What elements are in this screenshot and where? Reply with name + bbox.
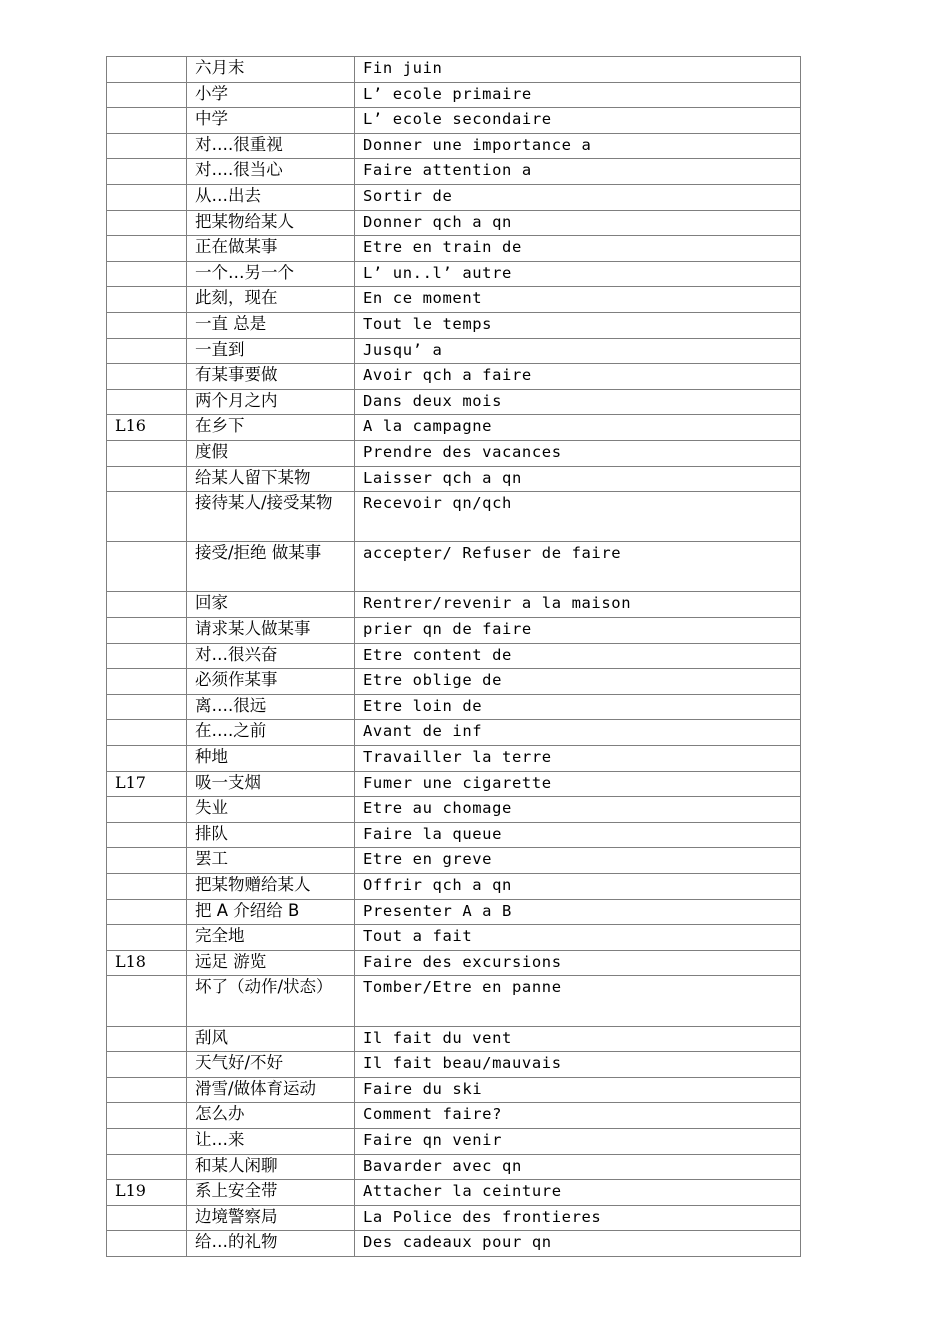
lesson-cell [107, 108, 187, 134]
french-term-cell: Fin juin [355, 57, 801, 83]
chinese-term-cell: 六月末 [187, 57, 355, 83]
table-row [107, 1103, 801, 1129]
french-term-cell: Donner qch a qn [355, 210, 801, 236]
lesson-cell [107, 159, 187, 185]
chinese-term-cell: 小学 [187, 82, 355, 108]
table-row [107, 746, 801, 772]
lesson-cell [107, 720, 187, 746]
lesson-cell [107, 184, 187, 210]
french-term-cell: Il fait du vent [355, 1026, 801, 1052]
lesson-cell [107, 133, 187, 159]
table-row [107, 415, 801, 441]
lesson-cell [107, 1052, 187, 1078]
table-row [107, 82, 801, 108]
chinese-term-cell: 远足 游览 [187, 950, 355, 976]
chinese-term-cell: 系上安全带 [187, 1180, 355, 1206]
lesson-cell [107, 542, 187, 592]
chinese-term-cell: 对…很兴奋 [187, 643, 355, 669]
chinese-term-cell: 怎么办 [187, 1103, 355, 1129]
lesson-cell [107, 261, 187, 287]
table-row [107, 312, 801, 338]
french-term-cell: Etre en greve [355, 848, 801, 874]
table-row [107, 874, 801, 900]
french-term-cell: Tout a fait [355, 925, 801, 951]
table-row [107, 1077, 801, 1103]
lesson-cell [107, 1103, 187, 1129]
lesson-cell [107, 1231, 187, 1257]
chinese-term-cell: 请求某人做某事 [187, 618, 355, 644]
lesson-cell [107, 694, 187, 720]
french-term-cell: L’ un..l’ autre [355, 261, 801, 287]
chinese-term-cell: 接待某人/接受某物 [187, 492, 355, 542]
lesson-cell [107, 389, 187, 415]
french-term-cell: A la campagne [355, 415, 801, 441]
table-row [107, 338, 801, 364]
lesson-cell [107, 1128, 187, 1154]
chinese-term-cell: 失业 [187, 797, 355, 823]
lesson-cell [107, 1205, 187, 1231]
french-term-cell: Fumer une cigarette [355, 771, 801, 797]
lesson-cell [107, 466, 187, 492]
table-row [107, 364, 801, 390]
chinese-term-cell: 度假 [187, 440, 355, 466]
vocabulary-table [106, 56, 801, 1257]
french-term-cell: L’ ecole secondaire [355, 108, 801, 134]
table-row [107, 592, 801, 618]
lesson-cell [107, 338, 187, 364]
table-row [107, 976, 801, 1026]
chinese-term-cell: 给某人留下某物 [187, 466, 355, 492]
table-row [107, 1026, 801, 1052]
table-row [107, 720, 801, 746]
table-row [107, 492, 801, 542]
lesson-cell [107, 669, 187, 695]
french-term-cell: Donner une importance a [355, 133, 801, 159]
chinese-term-cell: 给…的礼物 [187, 1231, 355, 1257]
table-row [107, 389, 801, 415]
table-row [107, 440, 801, 466]
lesson-cell [107, 236, 187, 262]
table-row [107, 848, 801, 874]
french-term-cell: Prendre des vacances [355, 440, 801, 466]
table-row [107, 1052, 801, 1078]
french-term-cell: Il fait beau/mauvais [355, 1052, 801, 1078]
table-row [107, 1128, 801, 1154]
lesson-cell [107, 82, 187, 108]
french-term-cell: Recevoir qn/qch [355, 492, 801, 542]
table-row [107, 822, 801, 848]
french-term-cell: Travailler la terre [355, 746, 801, 772]
french-term-cell: Etre oblige de [355, 669, 801, 695]
french-term-cell: Attacher la ceinture [355, 1180, 801, 1206]
french-term-cell: Tomber/Etre en panne [355, 976, 801, 1026]
french-term-cell: Avoir qch a faire [355, 364, 801, 390]
french-term-cell: Etre au chomage [355, 797, 801, 823]
french-term-cell: En ce moment [355, 287, 801, 313]
chinese-term-cell: 边境警察局 [187, 1205, 355, 1231]
chinese-term-cell: 让…来 [187, 1128, 355, 1154]
chinese-term-cell: 和某人闲聊 [187, 1154, 355, 1180]
table-row [107, 1205, 801, 1231]
lesson-cell [107, 1154, 187, 1180]
table-row [107, 1180, 801, 1206]
lesson-cell [107, 287, 187, 313]
chinese-term-cell: 对….很当心 [187, 159, 355, 185]
chinese-term-cell: 有某事要做 [187, 364, 355, 390]
table-row [107, 899, 801, 925]
french-term-cell: Bavarder avec qn [355, 1154, 801, 1180]
table-row [107, 771, 801, 797]
lesson-cell [107, 899, 187, 925]
french-term-cell: Jusqu’ a [355, 338, 801, 364]
table-row [107, 57, 801, 83]
lesson-cell [107, 874, 187, 900]
table-row [107, 236, 801, 262]
french-term-cell: Faire du ski [355, 1077, 801, 1103]
chinese-term-cell: 两个月之内 [187, 389, 355, 415]
lesson-cell [107, 1077, 187, 1103]
chinese-term-cell: 对….很重视 [187, 133, 355, 159]
french-term-cell: Laisser qch a qn [355, 466, 801, 492]
table-row [107, 925, 801, 951]
table-row [107, 950, 801, 976]
table-row [107, 618, 801, 644]
chinese-term-cell: 一个…另一个 [187, 261, 355, 287]
french-term-cell: Avant de inf [355, 720, 801, 746]
chinese-term-cell: 坏了（动作/状态） [187, 976, 355, 1026]
table-row [107, 210, 801, 236]
table-row [107, 669, 801, 695]
french-term-cell: L’ ecole primaire [355, 82, 801, 108]
table-row [107, 184, 801, 210]
lesson-cell [107, 976, 187, 1026]
lesson-cell [107, 618, 187, 644]
french-term-cell: prier qn de faire [355, 618, 801, 644]
chinese-term-cell: 把 A 介绍给 B [187, 899, 355, 925]
chinese-term-cell: 罢工 [187, 848, 355, 874]
chinese-term-cell: 离….很远 [187, 694, 355, 720]
table-row [107, 797, 801, 823]
french-term-cell: Etre content de [355, 643, 801, 669]
french-term-cell: Comment faire? [355, 1103, 801, 1129]
table-row [107, 1154, 801, 1180]
chinese-term-cell: 把某物赠给某人 [187, 874, 355, 900]
table-row [107, 1231, 801, 1257]
french-term-cell: Dans deux mois [355, 389, 801, 415]
lesson-cell: L19 [107, 1180, 187, 1206]
chinese-term-cell: 一直 总是 [187, 312, 355, 338]
lesson-cell [107, 797, 187, 823]
french-term-cell: Faire la queue [355, 822, 801, 848]
lesson-cell [107, 440, 187, 466]
french-term-cell: Rentrer/revenir a la maison [355, 592, 801, 618]
chinese-term-cell: 滑雪/做体育运动 [187, 1077, 355, 1103]
chinese-term-cell: 中学 [187, 108, 355, 134]
table-row [107, 466, 801, 492]
chinese-term-cell: 回家 [187, 592, 355, 618]
french-term-cell: Faire qn venir [355, 1128, 801, 1154]
chinese-term-cell: 种地 [187, 746, 355, 772]
french-term-cell: Tout le temps [355, 312, 801, 338]
vocabulary-table-body [107, 57, 801, 1257]
lesson-cell: L16 [107, 415, 187, 441]
lesson-cell [107, 492, 187, 542]
table-row [107, 159, 801, 185]
chinese-term-cell: 天气好/不好 [187, 1052, 355, 1078]
table-row [107, 643, 801, 669]
chinese-term-cell: 必须作某事 [187, 669, 355, 695]
chinese-term-cell: 在乡下 [187, 415, 355, 441]
chinese-term-cell: 正在做某事 [187, 236, 355, 262]
french-term-cell: Etre en train de [355, 236, 801, 262]
lesson-cell [107, 592, 187, 618]
french-term-cell: Offrir qch a qn [355, 874, 801, 900]
chinese-term-cell: 接受/拒绝 做某事 [187, 542, 355, 592]
chinese-term-cell: 把某物给某人 [187, 210, 355, 236]
french-term-cell: Sortir de [355, 184, 801, 210]
lesson-cell [107, 1026, 187, 1052]
lesson-cell [107, 210, 187, 236]
french-term-cell: Des cadeaux pour qn [355, 1231, 801, 1257]
french-term-cell: Faire des excursions [355, 950, 801, 976]
lesson-cell [107, 925, 187, 951]
chinese-term-cell: 一直到 [187, 338, 355, 364]
table-row [107, 133, 801, 159]
chinese-term-cell: 从…出去 [187, 184, 355, 210]
french-term-cell: Presenter A a B [355, 899, 801, 925]
lesson-cell: L18 [107, 950, 187, 976]
table-row [107, 694, 801, 720]
table-row [107, 542, 801, 592]
table-row [107, 261, 801, 287]
lesson-cell [107, 57, 187, 83]
chinese-term-cell: 在….之前 [187, 720, 355, 746]
chinese-term-cell: 刮风 [187, 1026, 355, 1052]
chinese-term-cell: 排队 [187, 822, 355, 848]
french-term-cell: La Police des frontieres [355, 1205, 801, 1231]
french-term-cell: Etre loin de [355, 694, 801, 720]
table-row [107, 287, 801, 313]
chinese-term-cell: 完全地 [187, 925, 355, 951]
french-term-cell: Faire attention a [355, 159, 801, 185]
table-row [107, 108, 801, 134]
chinese-term-cell: 吸一支烟 [187, 771, 355, 797]
lesson-cell [107, 746, 187, 772]
lesson-cell [107, 848, 187, 874]
lesson-cell [107, 822, 187, 848]
lesson-cell [107, 364, 187, 390]
chinese-term-cell: 此刻，现在 [187, 287, 355, 313]
french-term-cell: accepter/ Refuser de faire [355, 542, 801, 592]
lesson-cell [107, 312, 187, 338]
lesson-cell: L17 [107, 771, 187, 797]
lesson-cell [107, 643, 187, 669]
